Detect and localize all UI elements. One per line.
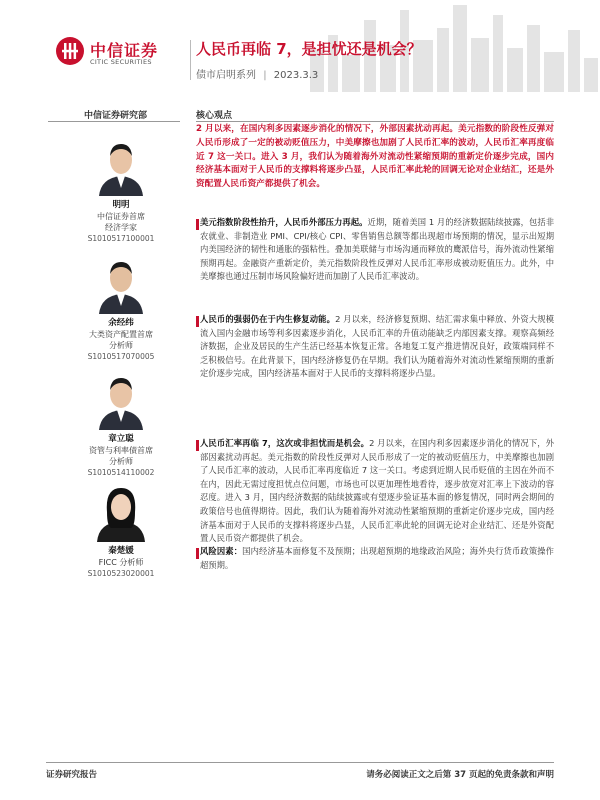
analyst-title-line2: 分析师 [109,457,133,466]
bullet-marker [196,548,199,559]
analyst-title-line1: 大类资产配置首席 [89,330,153,339]
report-subtitle [196,66,318,81]
sidebar-heading: 中信证券研究部 [84,111,148,121]
analyst-photo-avatar [95,136,147,196]
bullet-marker [196,440,199,451]
analyst-card [60,136,182,244]
report-date: 2023.3.3 [273,70,319,81]
analyst-title-line2: 经济学家 [105,223,137,232]
paragraph-lead: 风险因素： [200,546,243,556]
paragraph-lead: 美元指数阶段性抬升，人民币外部压力再起。 [200,217,368,227]
analyst-name: 章立聪 [108,434,134,444]
logo-name-en: CITIC SECURITIES [90,58,152,66]
analyst-title-line1: FICC 分析师 [98,558,144,567]
paragraph-lead: 人民币汇率再临 7，这次或非担忧而是机会。 [200,438,370,448]
body-paragraph [200,313,554,381]
paragraph-body: 2 月以来，在国内利多因素逐步消化的情况下，外部因素扰动再起。美元指数的阶段性反弹对人民币形成了一定的被动贬值压力，中美摩擦也加剧了人民币汇率的波动，人民币汇率再度临近 7 这一关口。考虑到近期人民币贬值的主因在外而不在内，因此无需过度担忧点位问题，市场也可以更加理性地看待，逐步放宽对汇率上下波动的容忍度。进入 3 月，国内经济数据的陆续披露或有望逐步验证基本面的修复情况，同时两会期间的政策信号也值得期待。因此，我们认为随着海外对流动性紧缩预期的重新定价逐步完成，国内经济基本面对于人民币的支撑料将逐步凸显，人民币汇率此轮的回调无论对企业结汇、还是外资配置人民币资产都提供了机会。 [200,438,554,544]
analyst-name: 秦楚媛 [108,546,134,556]
analyst-card [60,254,182,362]
report-title: 人民币再临 7，是担忧还是机会？ [196,40,422,58]
body-paragraph [200,216,554,284]
analyst-card [60,482,182,579]
analyst-photo-avatar [95,254,147,314]
analyst-license-id: S1010517070005 [87,352,155,361]
paragraph-body: 2 月以来，经济修复预期、结汇需求集中释放、外资大规模流入国内金融市场等利多因素逐步消化，人民币汇率的升值动能缺乏内部因素支撑。观察高频经济数据，企业及居民的生产生活已经基本恢复正常。各地复工复产推进情况良好，政策端同样不乏积极信号。在此背景下，国内经济修复仍在早期。我们认为随着海外对流动性紧缩预期的重新定价逐步完成，国内经济基本面对于人民币的支撑料将逐步凸显。 [200,314,554,379]
footer-report-type: 证券研究报告 [46,770,98,780]
analyst-license-id: S1010517100001 [87,234,155,243]
series-name: 债市启明系列 [196,70,256,81]
main-heading-rule [196,121,554,122]
analyst-photo-avatar [95,482,147,542]
analyst-name: 余经纬 [108,318,134,328]
analyst-photo-avatar [95,370,147,430]
subtitle-separator: | [263,70,267,81]
analyst-title-line1: 中信证券首席 [97,212,145,221]
paragraph-body: 近期，随着美国 1 月的经济数据陆续披露，包括非农就业、非制造业 PMI、CPI/核心 CPI、零售销售总额等都出现超市场预期的情况，显示出短期内美国经济的韧性和通胀的强粘性。叠加美联储与市场沟通而释放的鹰派信号，海外流动性紧缩预期再起。金融资产重新定价，美元指数阶段性反弹对人民币汇率形成被动贬值压力。此外，中美摩擦也通过压制市场风险偏好进而加剧了人民币汇率波动。 [200,217,554,282]
logo-name-cn: 中信证券 [90,41,159,60]
analyst-title-line2: 分析师 [109,341,133,350]
bullet-marker [196,316,199,327]
analyst-card [60,370,182,478]
footer-rule [46,762,554,763]
citic-logo-icon [56,37,84,65]
paragraph-lead: 人民币的强弱仍在于内生修复动能。 [200,314,336,324]
header-divider [190,40,191,80]
main-heading: 核心观点 [196,111,233,121]
body-paragraph [200,437,554,546]
key-summary: 2 月以来，在国内利多因素逐步消化的情况下，外部因素扰动再起。美元指数的阶段性反弹对人民币形成了一定的被动贬值压力，中美摩擦也加剧了人民币汇率的波动，人民币汇率再度临近 7 这一关口。进入 3 月，我们认为随着海外对流动性紧缩预期的重新定价逐步完成，国内经济基本面对于人民币的支撑料将逐步凸显，人民币汇率此轮的回调无论对企业结汇，还是外资配置人民币资产都提供了机会。 [196,124,554,190]
analyst-license-id: S1010514110002 [87,468,155,477]
body-paragraph [200,545,554,572]
paragraph-body: 国内经济基本面修复不及预期；出现超预期的地缘政治风险；海外央行货币政策操作超预期。 [200,546,554,570]
analyst-title-line1: 资管与利率债首席 [89,446,153,455]
footer-disclaimer: 请务必阅读正文之后第 37 页起的免责条款和声明 [366,770,554,780]
bullet-marker [196,219,199,230]
analyst-license-id: S1010523020001 [87,569,155,578]
analyst-name: 明明 [112,200,130,210]
sidebar-heading-rule [48,121,180,122]
